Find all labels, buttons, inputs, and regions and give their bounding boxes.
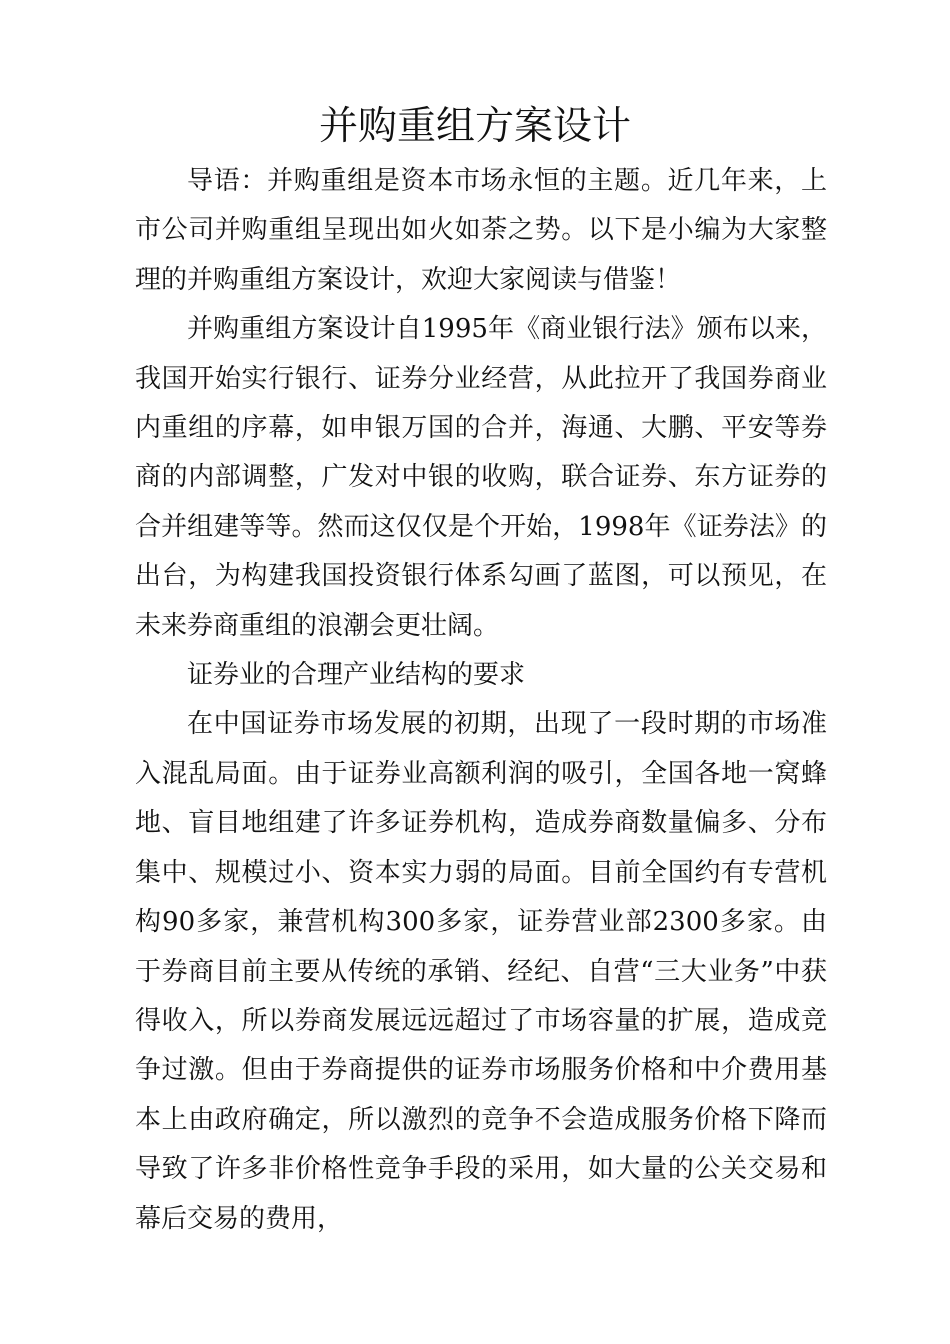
document-body	[135, 157, 827, 1244]
paragraph-intro: 导语：并购重组是资本市场永恒的主题。近几年来，上市公司并购重组呈现出如火如荼之势。以下是小编为大家整理的并购重组方案设计，欢迎大家阅读与借鉴！	[135, 166, 827, 295]
section-heading: 证券业的合理产业结构的要求	[187, 660, 526, 691]
document-title: 并购重组方案设计	[318, 104, 631, 149]
paragraph-market: 在中国证券市场发展的初期，出现了一段时期的市场准入混乱局面。由于证券业高额利润的吸引，全国各地一窝蜂地、盲目地组建了许多证券机构，造成券商数量偏多、分布集中、规模过小、资本实力弱的局面。目前全国约有专营机构90多家，兼营机构300多家，证券营业部2300多家。由于券商目前主要从传统的承销、经纪、自营“三大业务”中获得收入，所以券商发展远远超过了市场容量的扩展，造成竞争过激。但由于券商提供的证券市场服务价格和中介费用基本上由政府确定，所以激烈的竞争不会造成服务价格下降而导致了许多非价格性竞争手段的采用，如大量的公关交易和幕后交易的费用，	[135, 709, 827, 1234]
paragraph-history: 并购重组方案设计自1995年《商业银行法》颁布以来，我国开始实行银行、证券分业经营，从此拉开了我国券商业内重组的序幕，如申银万国的合并，海通、大鹏、平安等券商的内部调整，广发对中银的收购，联合证券、东方证券的合并组建等等。然而这仅仅是个开始，1998年《证券法》的出台，为构建我国投资银行体系勾画了蓝图，可以预见，在未来券商重组的浪潮会更壮阔。	[135, 314, 827, 641]
